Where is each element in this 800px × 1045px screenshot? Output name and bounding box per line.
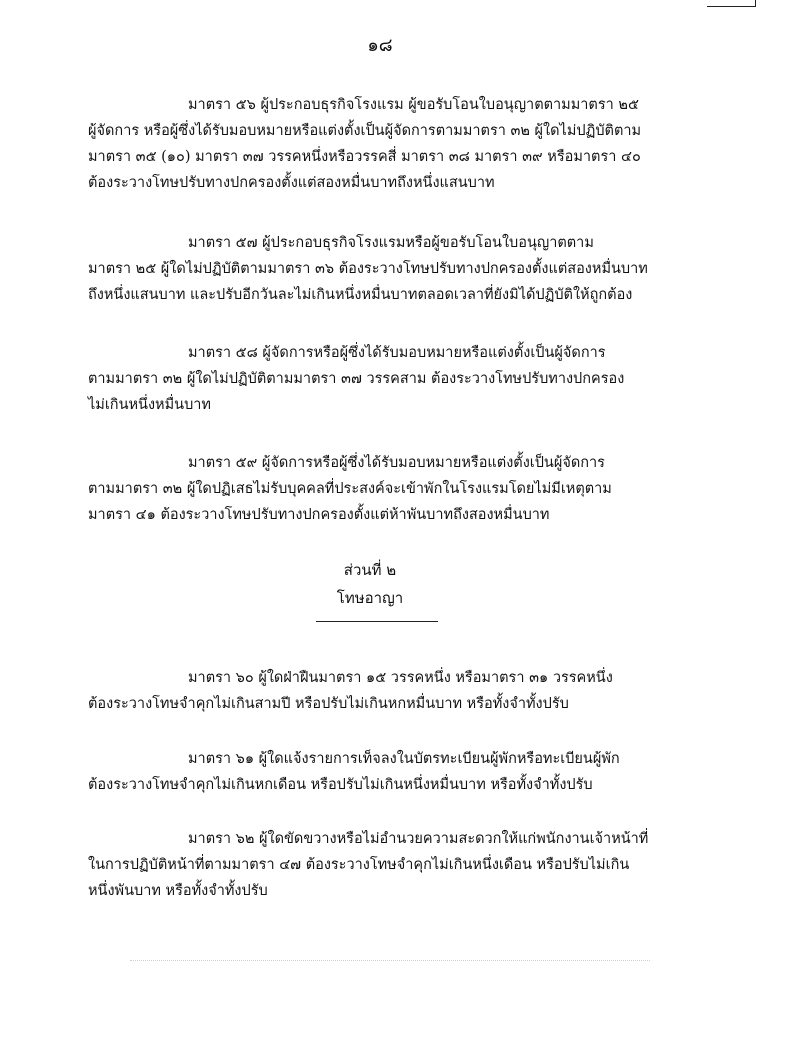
section-line: มาตรา ๓๕ (๑๐) มาตรา ๓๗ วรรคหนึ่งหรือวรรคสี่ มาตรา ๓๘ มาตรา ๓๙ หรือมาตรา ๔๐ xyxy=(88,149,641,165)
section-line: หนึ่งพันบาท หรือทั้งจำทั้งปรับ xyxy=(88,883,268,899)
section-line: ไม่เกินหนึ่งหมื่นบาท xyxy=(88,397,211,413)
heading-divider xyxy=(316,621,438,622)
section-line: ตามมาตรา ๓๒ ผู้ใดปฏิเสธไม่รับบุคคลที่ประสงค์จะเข้าพักในโรงแรมโดยไม่มีเหตุตาม xyxy=(88,481,612,497)
section-line: มาตรา ๕๙ ผู้จัดการหรือผู้ซึ่งได้รับมอบหมายหรือแต่งตั้งเป็นผู้จัดการ xyxy=(188,455,605,471)
section-line: ต้องระวางโทษจำคุกไม่เกินสามปี หรือปรับไม่เกินหกหมื่นบาท หรือทั้งจำทั้งปรับ xyxy=(88,696,569,712)
section-line: มาตรา ๖๐ ผู้ใดฝ่าฝืนมาตรา ๑๕ วรรคหนึ่ง หรือมาตรา ๓๑ วรรคหนึ่ง xyxy=(188,670,613,686)
section-line: ผู้จัดการ หรือผู้ซึ่งได้รับมอบหมายหรือแต่งตั้งเป็นผู้จัดการตามมาตรา ๓๒ ผู้ใดไม่ปฏิบัติตาม xyxy=(88,123,642,139)
section-line: มาตรา ๔๑ ต้องระวางโทษปรับทางปกครองตั้งแต่ห้าพันบาทถึงสองหมื่นบาท xyxy=(88,507,550,523)
section-59 xyxy=(88,450,648,528)
page-number: ๑๘ xyxy=(367,35,393,56)
section-line: ต้องระวางโทษปรับทางปกครองตั้งแต่สองหมื่นบาทถึงหนึ่งแสนบาท xyxy=(88,175,495,191)
section-57 xyxy=(88,230,648,308)
section-line: ถึงหนึ่งแสนบาท และปรับอีกวันละไม่เกินหนึ่งหมื่นบาทตลอดเวลาที่ยังมิได้ปฏิบัติให้ถูกต้อง xyxy=(88,287,633,303)
section-line: ในการปฏิบัติหน้าที่ตามมาตรา ๔๗ ต้องระวางโทษจำคุกไม่เกินหนึ่งเดือน หรือปรับไม่เกิน xyxy=(88,857,630,873)
part-heading: ส่วนที่ ๒ xyxy=(343,561,397,579)
section-line: มาตรา ๕๘ ผู้จัดการหรือผู้ซึ่งได้รับมอบหมายหรือแต่งตั้งเป็นผู้จัดการ xyxy=(188,345,606,361)
section-61 xyxy=(88,746,648,798)
section-58 xyxy=(88,340,648,418)
section-line: มาตรา ๕๖ ผู้ประกอบธุรกิจโรงแรม ผู้ขอรับโอนใบอนุญาตตามมาตรา ๒๕ xyxy=(188,97,639,113)
section-60 xyxy=(88,665,648,717)
section-line: ต้องระวางโทษจำคุกไม่เกินหกเดือน หรือปรับไม่เกินหนึ่งหมื่นบาท หรือทั้งจำทั้งปรับ xyxy=(88,777,593,793)
scan-noise xyxy=(130,960,650,963)
section-line: ตามมาตรา ๓๒ ผู้ใดไม่ปฏิบัติตามมาตรา ๓๗ วรรคสาม ต้องระวางโทษปรับทางปกครอง xyxy=(88,371,625,387)
corner-mark xyxy=(707,0,756,7)
section-62 xyxy=(88,826,648,904)
section-line: มาตรา ๒๕ ผู้ใดไม่ปฏิบัติตามมาตรา ๓๖ ต้องระวางโทษปรับทางปกครองตั้งแต่สองหมื่นบาท xyxy=(88,261,648,277)
part-title: โทษอาญา xyxy=(336,589,404,607)
section-line: มาตรา ๖๒ ผู้ใดขัดขวางหรือไม่อำนวยความสะดวกให้แก่พนักงานเจ้าหน้าที่ xyxy=(188,831,649,847)
section-line: มาตรา ๖๑ ผู้ใดแจ้งรายการเท็จลงในบัตรทะเบียนผู้พักหรือทะเบียนผู้พัก xyxy=(188,751,620,767)
section-56 xyxy=(88,92,648,196)
section-line: มาตรา ๕๗ ผู้ประกอบธุรกิจโรงแรมหรือผู้ขอรับโอนใบอนุญาตตาม xyxy=(188,235,594,251)
